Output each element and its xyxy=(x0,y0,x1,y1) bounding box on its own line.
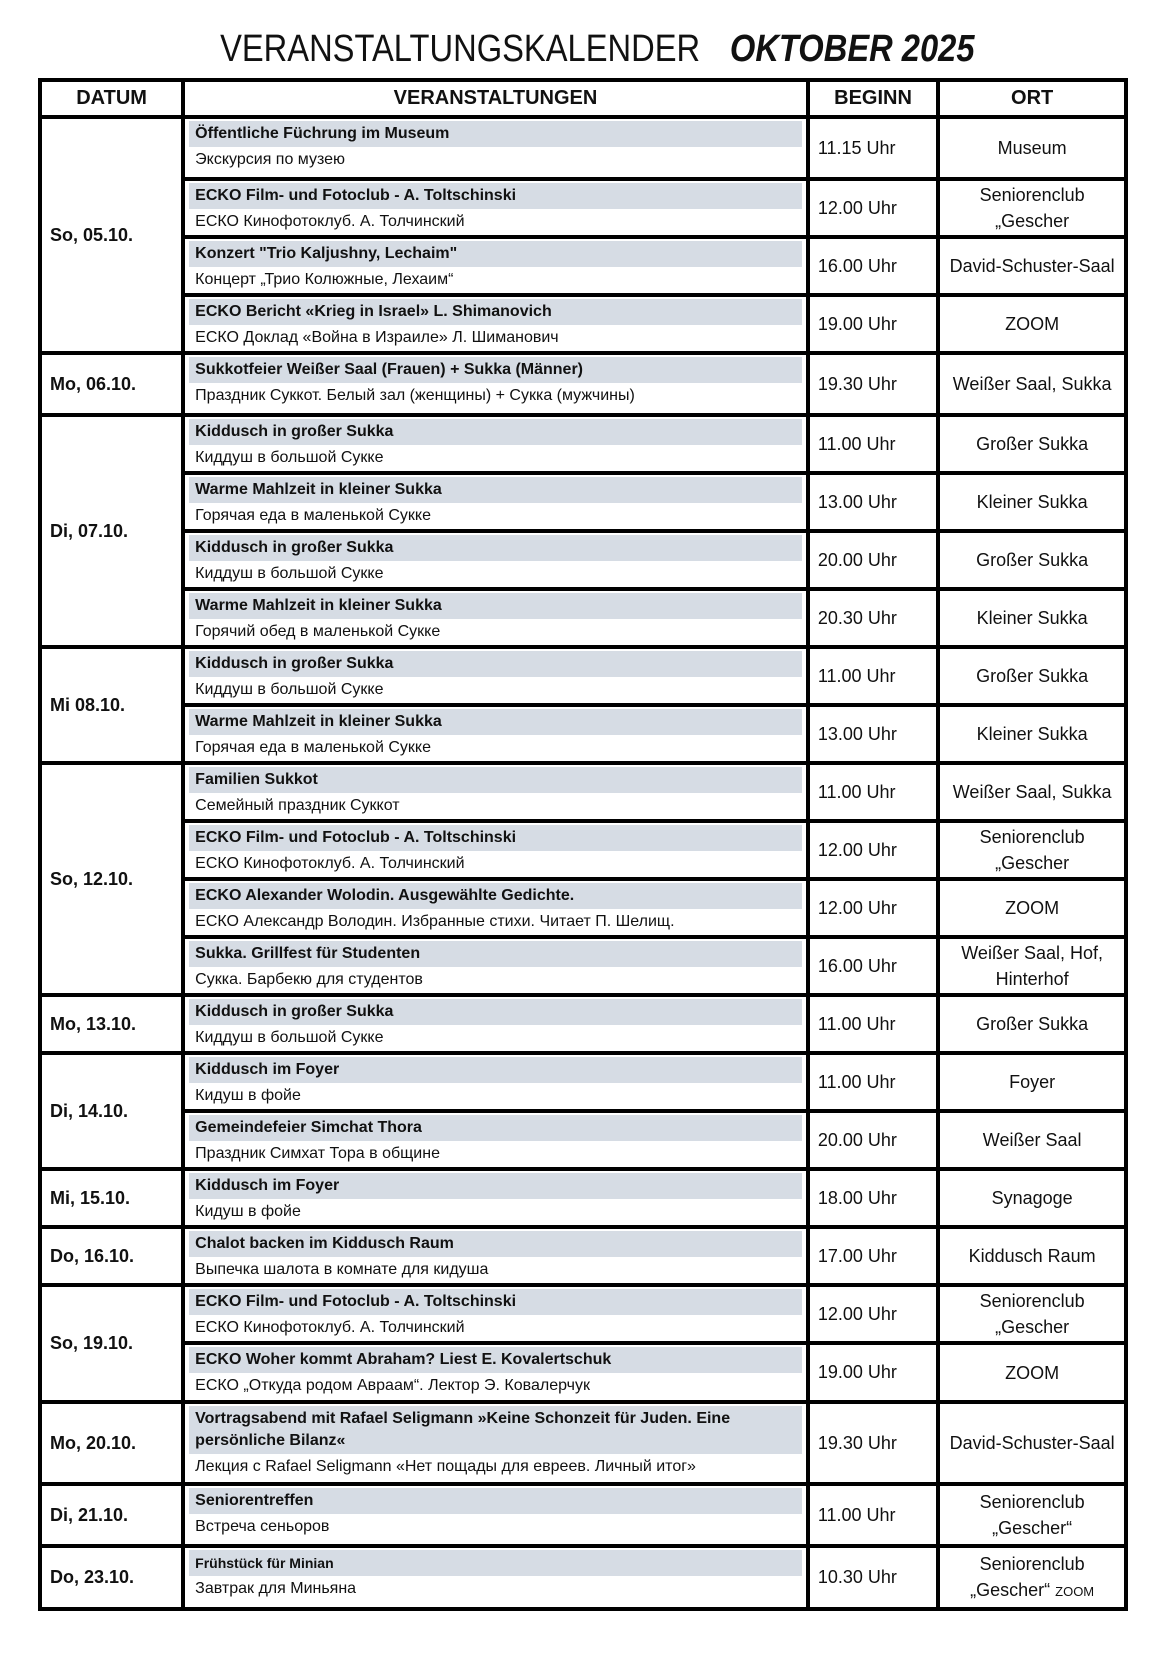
event-title-german: Kiddusch in großer Sukka xyxy=(189,999,802,1025)
event-description xyxy=(183,1484,808,1546)
event-date: Do, 16.10. xyxy=(40,1227,183,1285)
event-location xyxy=(938,821,1126,879)
event-title-german: Konzert "Trio Kaljushny, Lechaim" xyxy=(189,241,802,267)
event-title-german: Chalot backen im Kiddusch Raum xyxy=(189,1231,802,1257)
event-row xyxy=(40,879,1126,937)
event-start-time: 20.00 Uhr xyxy=(808,531,938,589)
event-location xyxy=(938,589,1126,647)
event-location xyxy=(938,937,1126,995)
event-description xyxy=(183,763,808,821)
event-title-russian: Выпечка шалота в комнате для кидуша xyxy=(189,1257,802,1283)
event-title-russian: Горячая еда в маленькой Сукке xyxy=(189,503,802,529)
event-description xyxy=(183,415,808,473)
event-start-time: 16.00 Uhr xyxy=(808,237,938,295)
event-title-russian: Праздник Симхат Тора в общине xyxy=(189,1141,802,1167)
event-title-russian: Киддуш в большой Сукке xyxy=(189,677,802,703)
event-location xyxy=(938,1285,1126,1343)
event-title-russian: ЕСКО Кинофотоклуб. А. Толчинский xyxy=(189,851,802,877)
event-start-time: 12.00 Uhr xyxy=(808,1285,938,1343)
event-start-time: 12.00 Uhr xyxy=(808,879,938,937)
event-description xyxy=(183,1053,808,1111)
event-title-german: ECKO Film- und Fotoclub - A. Toltschinski xyxy=(189,1289,802,1315)
event-location-name: ZOOM xyxy=(1005,314,1060,334)
event-row xyxy=(40,995,1126,1053)
event-description xyxy=(183,1285,808,1343)
event-row xyxy=(40,763,1126,821)
event-location-name: Seniorenclub „Gescher xyxy=(979,1291,1085,1337)
event-description xyxy=(183,821,808,879)
header-start: BEGINN xyxy=(808,80,938,117)
event-title-german: Familien Sukkot xyxy=(189,767,802,793)
event-title-german: ECKO Woher kommt Abraham? Liest E. Kovalertschuk xyxy=(189,1347,802,1373)
event-title-german: Kiddusch in großer Sukka xyxy=(189,419,802,445)
event-location-name: Weißer Saal xyxy=(982,1130,1082,1150)
event-location-name: Seniorenclub „Gescher“ xyxy=(970,1553,1085,1600)
event-location xyxy=(938,473,1126,531)
event-date: Mi 08.10. xyxy=(40,647,183,763)
event-location xyxy=(938,705,1126,763)
event-start-time: 19.00 Uhr xyxy=(808,1343,938,1402)
event-row xyxy=(40,937,1126,995)
event-row xyxy=(40,1546,1126,1609)
event-row xyxy=(40,179,1126,237)
event-date: So, 05.10. xyxy=(40,117,183,353)
event-title-german: Seniorentreffen xyxy=(189,1488,802,1514)
event-location xyxy=(938,995,1126,1053)
event-start-time: 19.00 Uhr xyxy=(808,295,938,353)
event-title-russian: ЕСКО Кинофотоклуб. А. Толчинский xyxy=(189,1315,802,1341)
event-description xyxy=(183,117,808,179)
event-location xyxy=(938,179,1126,237)
event-start-time: 19.30 Uhr xyxy=(808,353,938,415)
event-location xyxy=(938,117,1126,179)
event-description xyxy=(183,589,808,647)
event-title-german: ECKO Film- und Fotoclub - A. Toltschinski xyxy=(189,183,802,209)
event-description xyxy=(183,879,808,937)
event-date: So, 19.10. xyxy=(40,1285,183,1402)
event-title-german: Öffentliche Füchrung im Museum xyxy=(189,121,802,147)
event-row xyxy=(40,1343,1126,1402)
event-title-german: Kiddusch in großer Sukka xyxy=(189,535,802,561)
event-row xyxy=(40,1111,1126,1169)
event-start-time: 11.00 Uhr xyxy=(808,647,938,705)
event-location-name: Kleiner Sukka xyxy=(976,492,1088,512)
event-location-name: Seniorenclub „Gescher xyxy=(979,185,1085,231)
event-title-german: Kiddusch im Foyer xyxy=(189,1173,802,1199)
event-location-name: Großer Sukka xyxy=(976,666,1089,686)
event-row xyxy=(40,589,1126,647)
event-title-russian: Горячая еда в маленькой Сукке xyxy=(189,735,802,761)
event-location xyxy=(938,1053,1126,1111)
title-month: OKTOBER 2025 xyxy=(729,28,975,70)
event-description xyxy=(183,1169,808,1227)
event-start-time: 13.00 Uhr xyxy=(808,473,938,531)
event-date: Di, 21.10. xyxy=(40,1484,183,1546)
event-location-name: ZOOM xyxy=(1005,1362,1060,1383)
event-location-name: Kleiner Sukka xyxy=(976,724,1088,744)
event-row xyxy=(40,237,1126,295)
event-row xyxy=(40,295,1126,353)
event-start-time: 20.30 Uhr xyxy=(808,589,938,647)
event-title-russian: Лекция с Rafael Seligmann «Нет пощады для евреев. Личный итог» xyxy=(189,1454,802,1480)
event-title-german: Gemeindefeier Simchat Thora xyxy=(189,1115,802,1141)
event-description xyxy=(183,353,808,415)
event-row xyxy=(40,117,1126,179)
event-date: Do, 23.10. xyxy=(40,1546,183,1609)
event-title-russian: Концерт „Трио Колюжные, Лехаим“ xyxy=(189,267,802,293)
event-title-german: Warme Mahlzeit in kleiner Sukka xyxy=(189,593,802,619)
event-description xyxy=(183,237,808,295)
event-title-russian: Встреча сеньоров xyxy=(189,1514,802,1540)
event-title-russian: Кидуш в фойе xyxy=(189,1199,802,1225)
event-start-time: 18.00 Uhr xyxy=(808,1169,938,1227)
event-location xyxy=(938,647,1126,705)
event-title-german: Sukka. Grillfest für Studenten xyxy=(189,941,802,967)
event-location xyxy=(938,1169,1126,1227)
event-description xyxy=(183,1546,808,1609)
event-description xyxy=(183,179,808,237)
event-title-russian: Сукка. Барбекю для студентов xyxy=(189,967,802,993)
event-description xyxy=(183,1111,808,1169)
event-row xyxy=(40,1285,1126,1343)
event-location-name: David-Schuster-Saal xyxy=(949,1433,1115,1453)
event-date: Di, 14.10. xyxy=(40,1053,183,1169)
event-calendar-table xyxy=(38,78,1128,1611)
event-title-german: Kiddusch im Foyer xyxy=(189,1057,802,1083)
event-location xyxy=(938,1402,1126,1484)
event-row xyxy=(40,1169,1126,1227)
event-location xyxy=(938,879,1126,937)
event-date: Di, 07.10. xyxy=(40,415,183,647)
event-title-german: ECKO Bericht «Krieg in Israel» L. Shimanovich xyxy=(189,299,802,325)
event-location xyxy=(938,531,1126,589)
event-start-time: 10.30 Uhr xyxy=(808,1546,938,1609)
event-location-name: Großer Sukka xyxy=(976,1014,1089,1034)
event-title-german: ECKO Film- und Fotoclub - A. Toltschinski xyxy=(189,825,802,851)
event-location-name: Weißer Saal, Sukka xyxy=(952,782,1112,802)
event-location-name: Kleiner Sukka xyxy=(976,608,1088,628)
event-location-extra: ZOOM xyxy=(1055,1583,1095,1599)
event-title-russian: Киддуш в большой Сукке xyxy=(189,1025,802,1051)
event-date: Mo, 13.10. xyxy=(40,995,183,1053)
event-description xyxy=(183,1343,808,1402)
event-description xyxy=(183,705,808,763)
event-start-time: 11.00 Uhr xyxy=(808,1053,938,1111)
header-date: DATUM xyxy=(40,80,183,117)
event-row xyxy=(40,1402,1126,1484)
event-location xyxy=(938,353,1126,415)
event-start-time: 11.00 Uhr xyxy=(808,415,938,473)
page-title xyxy=(0,28,1175,71)
event-title-russian: Семейный праздник Суккот xyxy=(189,793,802,819)
event-title-russian: Киддуш в большой Сукке xyxy=(189,561,802,587)
event-row xyxy=(40,415,1126,473)
event-title-german: Warme Mahlzeit in kleiner Sukka xyxy=(189,709,802,735)
event-title-german: Warme Mahlzeit in kleiner Sukka xyxy=(189,477,802,503)
event-title-german: Sukkotfeier Weißer Saal (Frauen) + Sukka (Männer) xyxy=(189,357,802,383)
event-location xyxy=(938,1484,1126,1546)
event-row xyxy=(40,473,1126,531)
event-location-name: David-Schuster-Saal xyxy=(949,256,1115,276)
event-title-german: ECKO Alexander Wolodin. Ausgewählte Gedichte. xyxy=(189,883,802,909)
event-location-name: Weißer Saal, Hof, Hinterhof xyxy=(961,943,1103,989)
title-main: VERANSTALTUNGSKALENDER xyxy=(219,28,701,70)
event-start-time: 17.00 Uhr xyxy=(808,1227,938,1285)
event-title-russian: ЕСКО Александр Володин. Избранные стихи. Читает П. Шелищ. xyxy=(189,909,802,935)
event-location xyxy=(938,1343,1126,1402)
header-events: VERANSTALTUNGEN xyxy=(183,80,808,117)
event-location-name: Großer Sukka xyxy=(976,434,1089,454)
event-description xyxy=(183,295,808,353)
event-row xyxy=(40,1484,1126,1546)
event-date: Mo, 06.10. xyxy=(40,353,183,415)
event-row xyxy=(40,1227,1126,1285)
event-location-name: Museum xyxy=(997,138,1067,158)
event-row xyxy=(40,1053,1126,1111)
event-row xyxy=(40,647,1126,705)
event-title-german: Vortragsabend mit Rafael Seligmann »Keine Schonzeit für Juden. Eine persönliche Bilanz« xyxy=(189,1406,802,1454)
event-location xyxy=(938,415,1126,473)
event-start-time: 11.00 Uhr xyxy=(808,1484,938,1546)
event-start-time: 11.00 Uhr xyxy=(808,995,938,1053)
event-title-russian: Праздник Суккот. Белый зал (женщины) + Сукка (мужчины) xyxy=(189,383,802,409)
header-row xyxy=(40,80,1126,117)
event-location xyxy=(938,1111,1126,1169)
event-title-russian: ЕСКО Доклад «Война в Израиле» Л. Шиманович xyxy=(189,325,802,351)
event-title-german: Kiddusch in großer Sukka xyxy=(189,651,802,677)
event-description xyxy=(183,647,808,705)
event-title-russian: Киддуш в большой Сукке xyxy=(189,445,802,471)
event-location xyxy=(938,295,1126,353)
event-location-name: Foyer xyxy=(1009,1072,1056,1092)
calendar-body xyxy=(40,117,1126,1609)
event-row xyxy=(40,705,1126,763)
event-start-time: 12.00 Uhr xyxy=(808,821,938,879)
event-title-russian: ЕСКО „Откуда родом Авраам“. Лектор Э. Ковалерчук xyxy=(189,1373,802,1399)
event-start-time: 20.00 Uhr xyxy=(808,1111,938,1169)
event-row xyxy=(40,353,1126,415)
event-date: Mi, 15.10. xyxy=(40,1169,183,1227)
event-location xyxy=(938,237,1126,295)
event-location-name: Großer Sukka xyxy=(976,550,1089,570)
event-description xyxy=(183,1402,808,1484)
event-date: Mo, 20.10. xyxy=(40,1402,183,1484)
event-start-time: 11.15 Uhr xyxy=(808,117,938,179)
event-description xyxy=(183,937,808,995)
event-location xyxy=(938,1546,1126,1609)
event-title-russian: Горячий обед в маленькой Сукке xyxy=(189,619,802,645)
header-location: ORT xyxy=(938,80,1126,117)
event-location-name: Weißer Saal, Sukka xyxy=(952,374,1112,394)
event-location-name: Synagoge xyxy=(991,1188,1073,1208)
event-description xyxy=(183,473,808,531)
event-start-time: 12.00 Uhr xyxy=(808,179,938,237)
event-title-russian: Экскурсия по музею xyxy=(189,147,802,173)
event-start-time: 11.00 Uhr xyxy=(808,763,938,821)
event-title-german: Frühstück für Minian xyxy=(189,1550,802,1576)
event-description xyxy=(183,1227,808,1285)
event-location-name: Seniorenclub „Gescher“ xyxy=(979,1492,1085,1538)
event-row xyxy=(40,821,1126,879)
event-location xyxy=(938,763,1126,821)
event-location-name: Kiddusch Raum xyxy=(968,1246,1096,1266)
event-start-time: 16.00 Uhr xyxy=(808,937,938,995)
event-location-name: Seniorenclub „Gescher xyxy=(979,827,1085,873)
event-description xyxy=(183,531,808,589)
event-description xyxy=(183,995,808,1053)
event-start-time: 19.30 Uhr xyxy=(808,1402,938,1484)
event-start-time: 13.00 Uhr xyxy=(808,705,938,763)
event-title-russian: Завтрак для Миньяна xyxy=(189,1576,802,1602)
event-location-name: ZOOM xyxy=(1005,898,1060,918)
event-location xyxy=(938,1227,1126,1285)
event-title-russian: ЕСКО Кинофотоклуб. А. Толчинский xyxy=(189,209,802,235)
event-date: So, 12.10. xyxy=(40,763,183,995)
event-title-russian: Кидуш в фойе xyxy=(189,1083,802,1109)
event-row xyxy=(40,531,1126,589)
